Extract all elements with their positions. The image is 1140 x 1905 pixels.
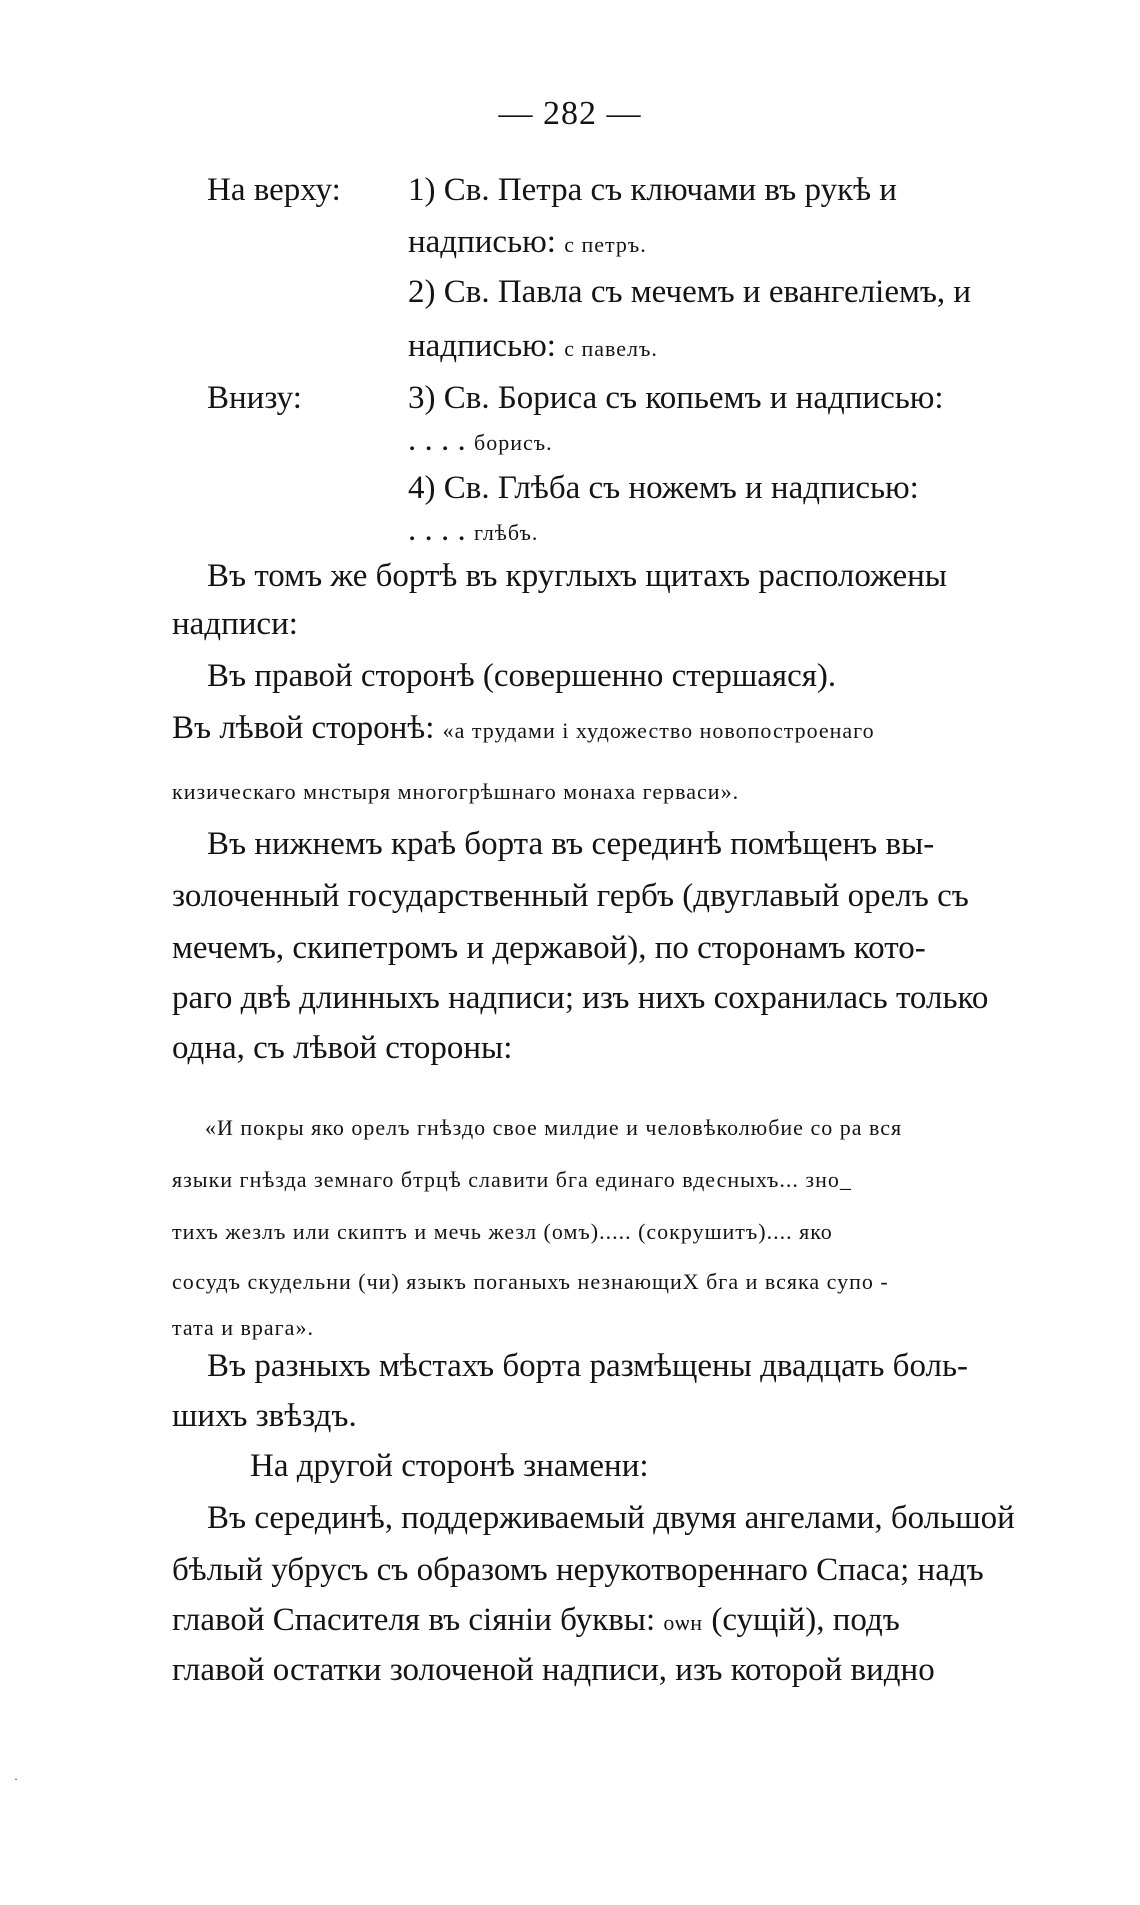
- quote-line-3: тихъ жезлъ или скиптъ и мечь жезл (омъ)..... (сокрушитъ).... яко: [172, 1219, 833, 1244]
- halo-letters: оѡн: [663, 1610, 704, 1635]
- item-3-line-1: 3) Св. Бориса съ копьемъ и надписью:: [408, 380, 944, 416]
- quote-line-1: «И покры яко орелъ гнѣздо свое милдие и человѣколюбие со ра вся: [205, 1115, 903, 1140]
- left-side-inscription-part-1: «а трудами і художество новопостроенаго: [442, 718, 875, 743]
- quote-line-2: языки гнѣзда земнаго бтрцѣ славити бга единаго вдесныхъ... зно_: [172, 1167, 852, 1192]
- item-1-inscription: с петръ.: [564, 232, 647, 257]
- item-4-dots: . . . .: [408, 512, 466, 548]
- paragraph-7-line-3: [172, 1600, 900, 1643]
- paragraph-4-line-5: одна, съ лѣвой стороны:: [172, 1030, 513, 1066]
- item-2-line-1: 2) Св. Павла съ мечемъ и евангеліемъ, и: [408, 274, 972, 310]
- item-4-line-1: 4) Св. Глѣба съ ножемъ и надписью:: [408, 470, 919, 506]
- item-4-line-2: [408, 510, 538, 553]
- item-4-inscription: глѣбъ.: [474, 520, 539, 545]
- label-top: На верху:: [207, 172, 341, 208]
- paragraph-6: На другой сторонѣ знамени:: [250, 1448, 649, 1484]
- item-3-line-2: [408, 420, 553, 463]
- item-1-line-1: 1) Св. Петра съ ключами въ рукѣ и: [408, 172, 897, 208]
- paragraph-3-line-1: [172, 708, 875, 751]
- quote-line-5: тата и врага».: [172, 1315, 314, 1340]
- item-1-line-2-text: надписью:: [408, 224, 556, 260]
- paragraph-1-line-1: Въ томъ же бортѣ въ круглыхъ щитахъ расположены: [207, 558, 947, 594]
- item-2-inscription: с павелъ.: [564, 336, 658, 361]
- paragraph-7-line-3-b: (сущій), подъ: [711, 1602, 900, 1638]
- item-3-dots: . . . .: [408, 422, 466, 458]
- paragraph-7-line-3-a: главой Спасителя въ сіяніи буквы:: [172, 1602, 656, 1638]
- page-number: — 282 —: [498, 95, 642, 132]
- item-2-line-2-text: надписью:: [408, 328, 556, 364]
- paragraph-4-line-4: раго двѣ длинныхъ надписи; изъ нихъ сохранилась только: [172, 980, 989, 1016]
- paragraph-7-line-2: бѣлый убрусъ съ образомъ нерукотвореннаго Спаса; надъ: [172, 1552, 984, 1588]
- paragraph-4-line-3: мечемъ, скипетромъ и державой), по сторонамъ кото-: [172, 930, 926, 966]
- paragraph-4-line-1: Въ нижнемъ краѣ борта въ серединѣ помѣщенъ вы-: [207, 826, 935, 862]
- quote-line-4: сосудъ скудельни (чи) языкъ поганыхъ незнающиХ бга и всяка супо -: [172, 1269, 889, 1294]
- paragraph-1-line-2: надписи:: [172, 606, 298, 642]
- paragraph-3-text: Въ лѣвой сторонѣ:: [172, 710, 435, 746]
- paragraph-2: Въ правой сторонѣ (совершенно стершаяся).: [207, 658, 837, 694]
- item-3-inscription: борисъ.: [474, 430, 553, 455]
- paragraph-7-line-1: Въ серединѣ, поддерживаемый двумя ангелами, большой: [207, 1500, 1015, 1536]
- item-1-line-2: [408, 222, 647, 265]
- label-bottom: Внизу:: [207, 380, 302, 416]
- paragraph-5-line-2: шихъ звѣздъ.: [172, 1398, 357, 1434]
- paragraph-7-line-4: главой остатки золоченой надписи, изъ которой видно: [172, 1652, 935, 1688]
- item-2-line-2: [408, 326, 658, 369]
- scan-speck: ·: [14, 1772, 18, 1786]
- left-side-inscription-part-2: кизическаго мнстыря многогрѣшнаго монаха герваси».: [172, 779, 740, 804]
- paragraph-4-line-2: золоченный государственный гербъ (двуглавый орелъ съ: [172, 878, 969, 914]
- paragraph-5-line-1: Въ разныхъ мѣстахъ борта размѣщены двадцать боль-: [207, 1348, 969, 1384]
